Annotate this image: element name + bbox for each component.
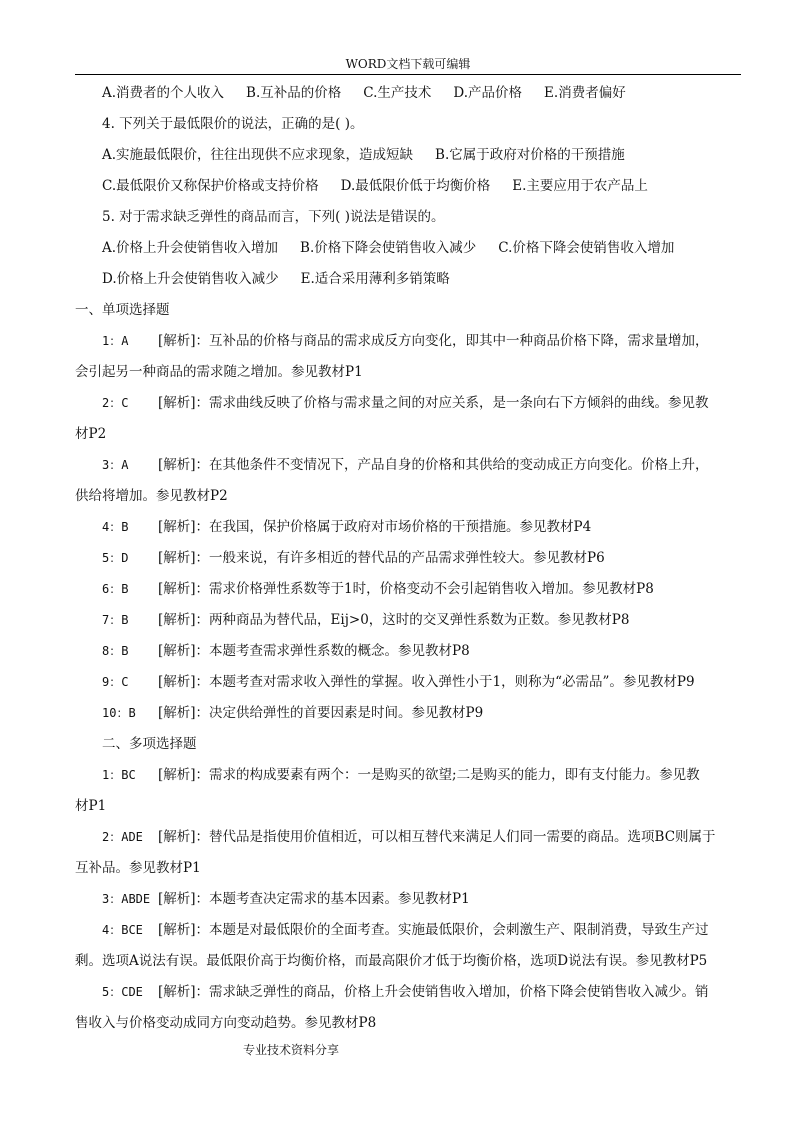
option: C.最低限价又称保护价格或支持价格 (102, 178, 319, 194)
option: A.消费者的个人收入 (102, 85, 225, 101)
answer-text: [解析]：需求的构成要素有两个：一是购买的欲望;二是购买的能力，即有支付能力。参见教 (158, 767, 700, 783)
answer-number: 3：ABDE (102, 892, 151, 906)
section-title-single-choice: 一、单项选择题 (75, 302, 170, 318)
answer-line (75, 512, 741, 543)
answer-line (75, 667, 741, 698)
question-5-options-row1 (75, 233, 741, 264)
question-3-options (75, 78, 741, 109)
option: A.价格上升会使销售收入增加 (102, 240, 279, 256)
option: A.实施最低限价，往往出现供不应求现象，造成短缺 (102, 147, 414, 163)
header-rule (75, 74, 741, 75)
answer-text: [解析]：本题是对最低限价的全面考查。实施最低限价，会刺激生产、限制消费，导致生产过 (158, 922, 709, 938)
answer-line (75, 326, 741, 357)
answer-text: 材P2 (75, 426, 107, 442)
answer-line (75, 853, 741, 884)
answer-text: [解析]：一般来说，有许多相近的替代品的产品需求弹性较大。参见教材P6 (158, 550, 605, 566)
answer-text: 材P1 (75, 798, 107, 814)
option: B.互补品的价格 (246, 85, 342, 101)
answer-number: 5：D (102, 551, 129, 565)
option: E.主要应用于农产品上 (512, 178, 648, 194)
answer-line (75, 574, 741, 605)
answer-text: 会引起另一种商品的需求随之增加。参见教材P1 (75, 364, 363, 380)
answer-line (75, 791, 741, 822)
question-4-stem: 4. 下列关于最低限价的说法，正确的是( )。 (102, 116, 364, 132)
section-title-multiple-choice: 二、多项选择题 (102, 736, 197, 752)
answer-text: [解析]：互补品的价格与商品的需求成反方向变化，即其中一种商品价格下降，需求量增加， (158, 333, 709, 349)
answer-line (75, 977, 741, 1008)
answer-text: 互补品。参见教材P1 (75, 860, 201, 876)
answer-line (75, 605, 741, 636)
answer-line (75, 884, 741, 915)
answer-line (75, 698, 741, 729)
option: D.价格上升会使销售收入减少 (102, 271, 279, 287)
option: B.它属于政府对价格的干预措施 (435, 147, 625, 163)
answer-line (75, 357, 741, 388)
answer-text: [解析]：两种商品为替代品，Eij>0，这时的交叉弹性系数为正数。参见教材P8 (158, 612, 630, 628)
answer-number: 10：B (102, 706, 136, 720)
document-body (75, 78, 741, 1039)
answer-text: [解析]：本题考查决定需求的基本因素。参见教材P1 (158, 891, 470, 907)
answer-number: 3：A (102, 458, 129, 472)
answer-text: [解析]：在我国，保护价格属于政府对市场价格的干预措施。参见教材P4 (158, 519, 592, 535)
answer-text: 供给将增加。参见教材P2 (75, 488, 228, 504)
answer-line (75, 388, 741, 419)
answer-number: 5：CDE (102, 985, 143, 999)
question-5-stem: 5. 对于需求缺乏弹性的商品而言，下列( )说法是错误的。 (102, 209, 445, 225)
answer-number: 4：BCE (102, 923, 143, 937)
answer-line (75, 481, 741, 512)
answer-line (75, 636, 741, 667)
answer-number: 9：C (102, 675, 129, 689)
answer-number: 1：A (102, 334, 129, 348)
multiple-choice-answers (75, 760, 741, 1039)
answer-line (75, 1008, 741, 1039)
answer-line (75, 450, 741, 481)
single-choice-answers (75, 326, 741, 729)
answer-line (75, 760, 741, 791)
answer-line (75, 915, 741, 946)
page-footer: 专业技术资料分享 (243, 1043, 340, 1057)
answer-number: 6：B (102, 582, 129, 596)
answer-text: [解析]：本题考查需求弹性系数的概念。参见教材P8 (158, 643, 470, 659)
answer-line (75, 946, 741, 977)
answer-number: 7：B (102, 613, 129, 627)
option: C.价格下降会使销售收入增加 (498, 240, 675, 256)
answer-text: 剩。选项A说法有误。最低限价高于均衡价格，而最高限价才低于均衡价格，选项D说法有误。参见教材P5 (75, 953, 708, 969)
answer-number: 8：B (102, 644, 129, 658)
answer-text: [解析]：本题考查对需求收入弹性的掌握。收入弹性小于1，则称为“必需品”。参见教材P9 (158, 674, 695, 690)
page-header: WORD文档下载可编辑 (345, 57, 471, 71)
option: D.最低限价低于均衡价格 (340, 178, 491, 194)
option: E.适合采用薄利多销策略 (300, 271, 450, 287)
question-4-options-row1 (75, 140, 741, 171)
answer-text: 售收入与价格变动成同方向变动趋势。参见教材P8 (75, 1015, 377, 1031)
answer-line (75, 419, 741, 450)
question-4-options-row2 (75, 171, 741, 202)
question-5-options-row2 (75, 264, 741, 295)
answer-number: 2：C (102, 396, 129, 410)
option: D.产品价格 (453, 85, 523, 101)
answer-number: 2：ADE (102, 830, 143, 844)
answer-number: 1：BC (102, 768, 136, 782)
answer-text: [解析]：需求价格弹性系数等于1时，价格变动不会引起销售收入增加。参见教材P8 (158, 581, 654, 597)
answer-text: [解析]：在其他条件不变情况下，产品自身的价格和其供给的变动成正方向变化。价格上升， (158, 457, 709, 473)
option: C.生产技术 (363, 85, 432, 101)
answer-text: [解析]：需求曲线反映了价格与需求量之间的对应关系，是一条向右下方倾斜的曲线。参见教 (158, 395, 709, 411)
answer-line (75, 543, 741, 574)
answer-line (75, 822, 741, 853)
answer-number: 4：B (102, 520, 129, 534)
answer-text: [解析]：需求缺乏弹性的商品，价格上升会使销售收入增加，价格下降会使销售收入减少。销 (158, 984, 709, 1000)
answer-text: [解析]：替代品是指使用价值相近，可以相互替代来满足人们同一需要的商品。选项BC则属于 (158, 829, 716, 845)
answer-text: [解析]：决定供给弹性的首要因素是时间。参见教材P9 (158, 705, 484, 721)
option: E.消费者偏好 (544, 85, 626, 101)
option: B.价格下降会使销售收入减少 (300, 240, 477, 256)
